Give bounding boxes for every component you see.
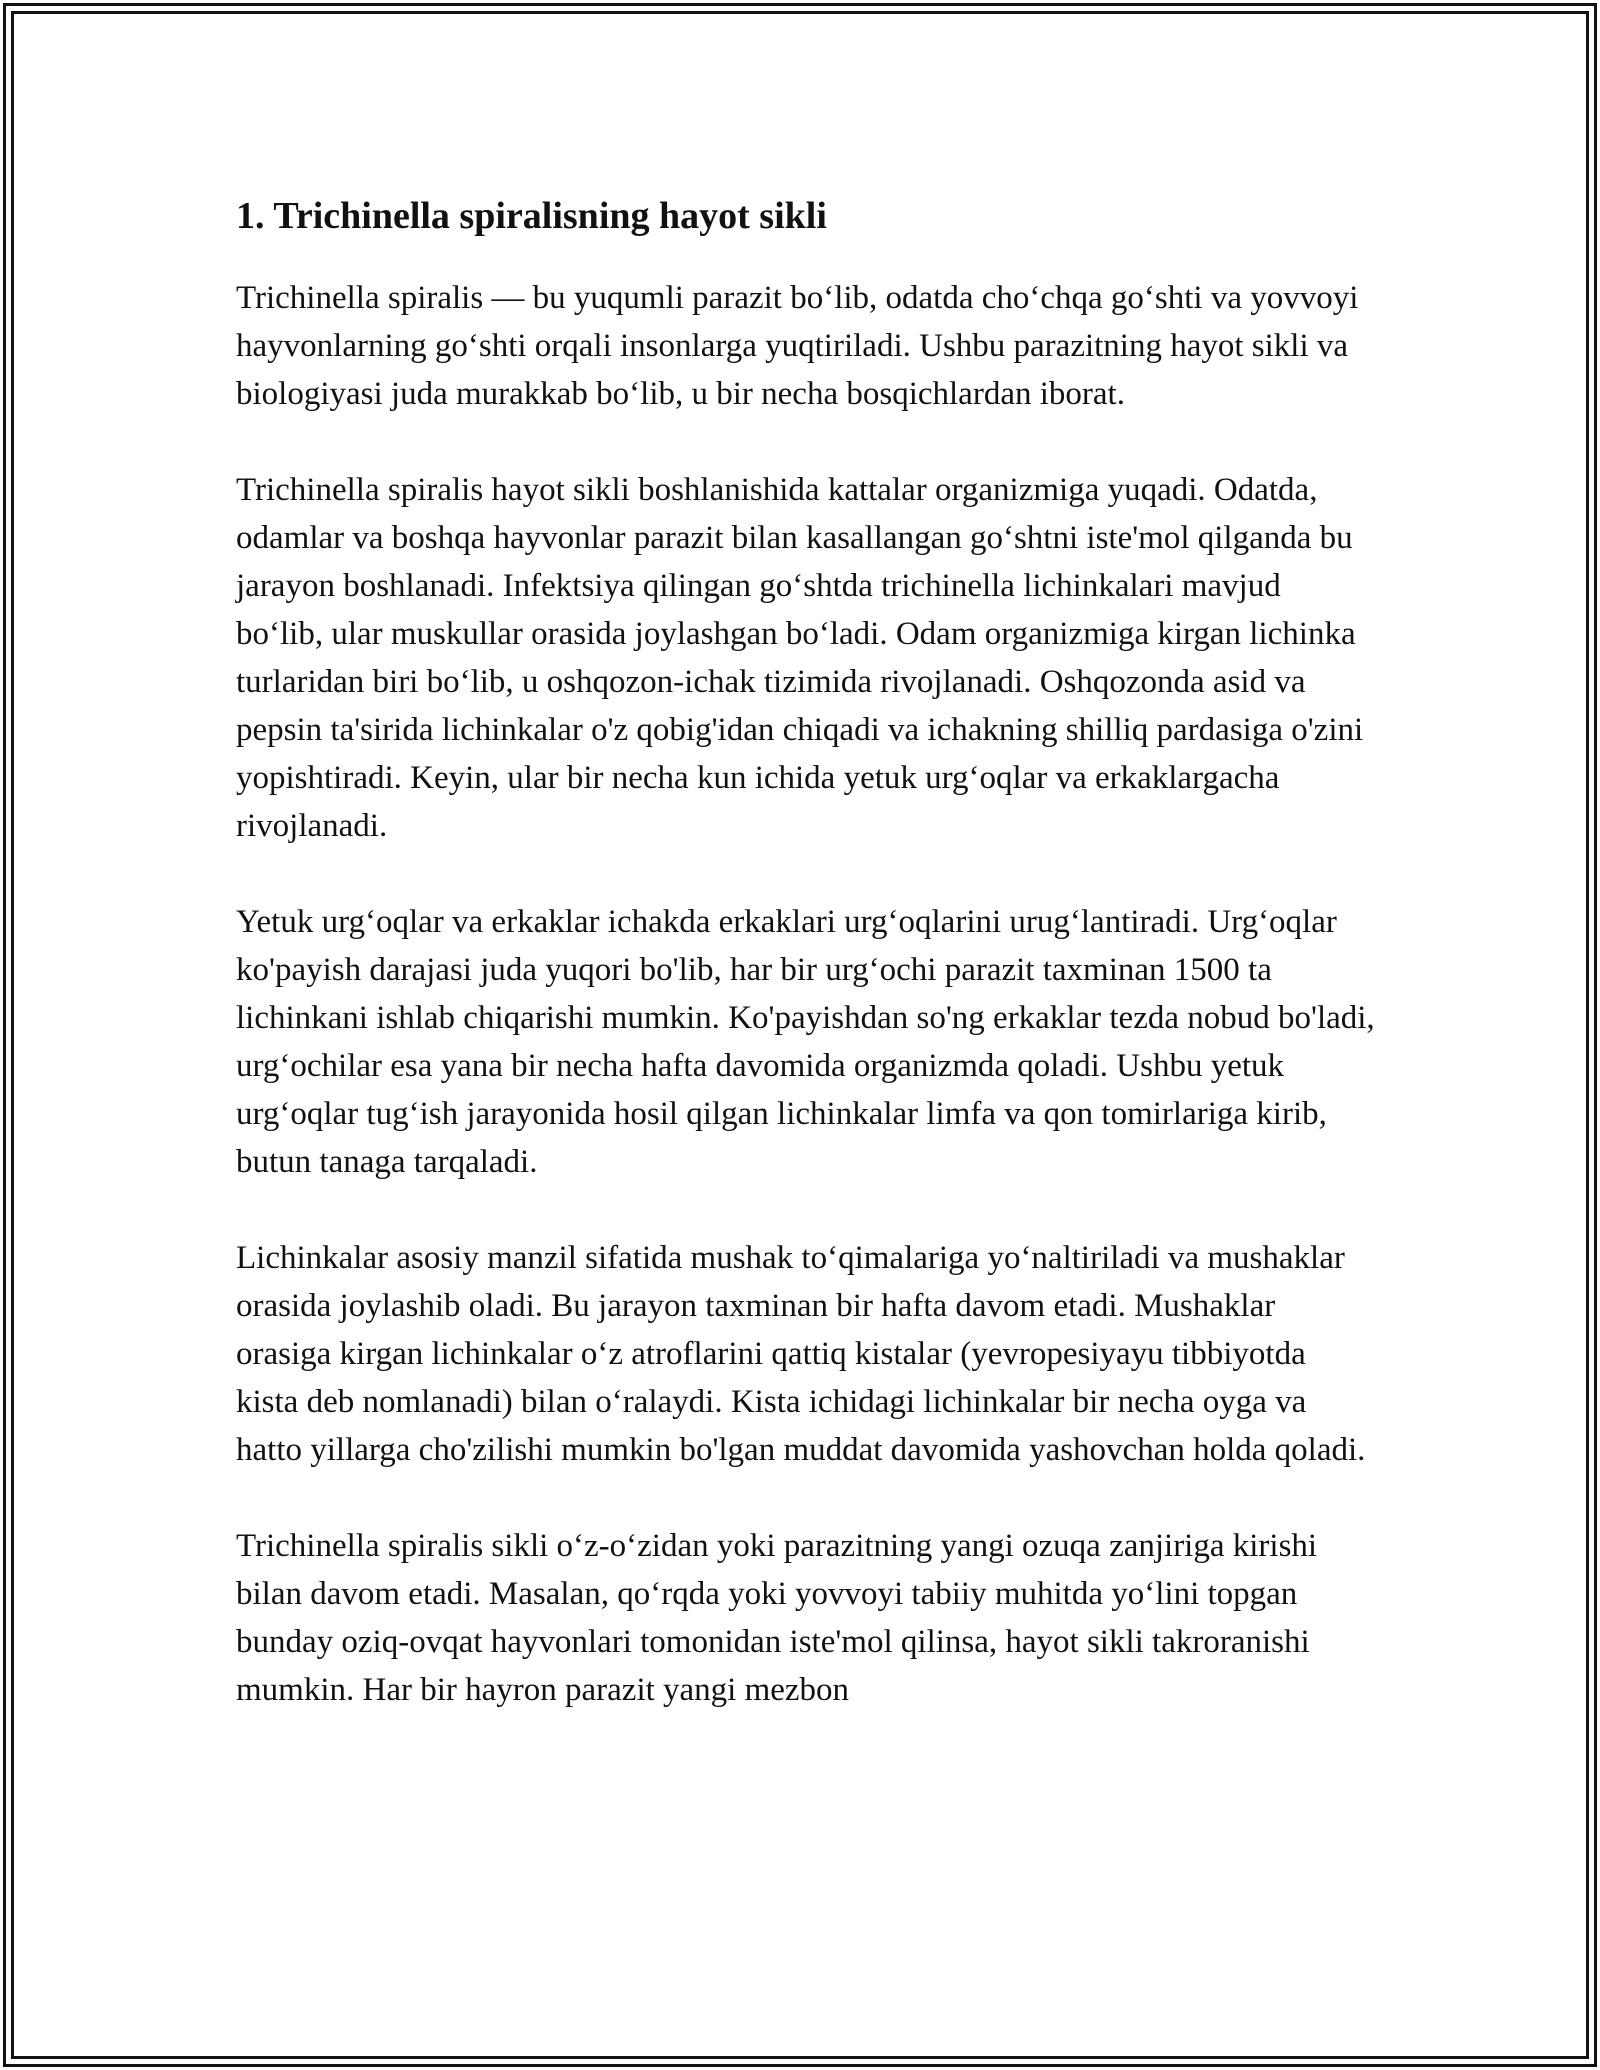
document-body	[236, 190, 1376, 1762]
paragraph-2: Trichinella spiralis hayot sikli boshlanishida kattalar organizmiga yuqadi. Odatda, odamlar va boshqa hayvonlar parazit bilan kasallangan go‘shtni iste'mol qilganda bu jarayon boshlanadi. Infektsiya qilingan go‘shtda trichinella lichinkalari mavjud bo‘lib, ular muskullar orasida joylashgan bo‘ladi. Odam organizmiga kirgan lichinka turlaridan biri bo‘lib, u oshqozon-ichak tizimida rivojlanadi. Oshqozonda asid va pepsin ta'sirida lichinkalar o'z qobig'idan chiqadi va ichakning shilliq pardasiga o'zini yopishtiradi. Keyin, ular bir necha kun ichida yetuk urg‘oqlar va erkaklargacha rivojlanadi.	[236, 472, 1364, 844]
paragraph-1: Trichinella spiralis — bu yuqumli parazit bo‘lib, odatda cho‘chqa go‘shti va yovvoyi hayvonlarning go‘shti orqali insonlarga yuqtiriladi. Ushbu parazitning hayot sikli va biologiyasi juda murakkab bo‘lib, u bir necha bosqichlardan iborat.	[236, 280, 1359, 412]
paragraph-3: Yetuk urg‘oqlar va erkaklar ichakda erkaklari urg‘oqlarini urug‘lantiradi. Urg‘oqlar ko'payish darajasi juda yuqori bo'lib, har bir urg‘ochi parazit taxminan 1500 ta lichinkani ishlab chiqarishi mumkin. Ko'payishdan so'ng erkaklar tezda nobud bo'ladi, urg‘ochilar esa yana bir necha hafta davomida organizmda qoladi. Ushbu yetuk urg‘oqlar tug‘ish jarayonida hosil qilgan lichinkalar limfa va qon tomirlariga kirib, butun tanaga tarqaladi.	[236, 904, 1375, 1180]
paragraph-5: Trichinella spiralis sikli o‘z-o‘zidan yoki parazitning yangi ozuqa zanjiriga kirishi bilan davom etadi. Masalan, qo‘rqda yoki yovvoyi tabiiy muhitda yo‘lini topgan bunday oziq-ovqat hayvonlari tomonidan iste'mol qilinsa, hayot sikli takroranishi mumkin. Har bir hayron parazit yangi mezbon	[236, 1528, 1318, 1708]
paragraph-4: Lichinkalar asosiy manzil sifatida mushak to‘qimalariga yo‘naltiriladi va mushaklar orasida joylashib oladi. Bu jarayon taxminan bir hafta davom etadi. Mushaklar orasiga kirgan lichinkalar o‘z atroflarini qattiq kistalar (yevropesiyayu tibbiyotda kista deb nomlanadi) bilan o‘ralaydi. Kista ichidagi lichinkalar bir necha oyga va hatto yillarga cho'zilishi mumkin bo'lgan muddat davomida yashovchan holda qoladi.	[236, 1240, 1366, 1468]
section-heading: 1. Trichinella spiralisning hayot sikli	[236, 195, 827, 237]
